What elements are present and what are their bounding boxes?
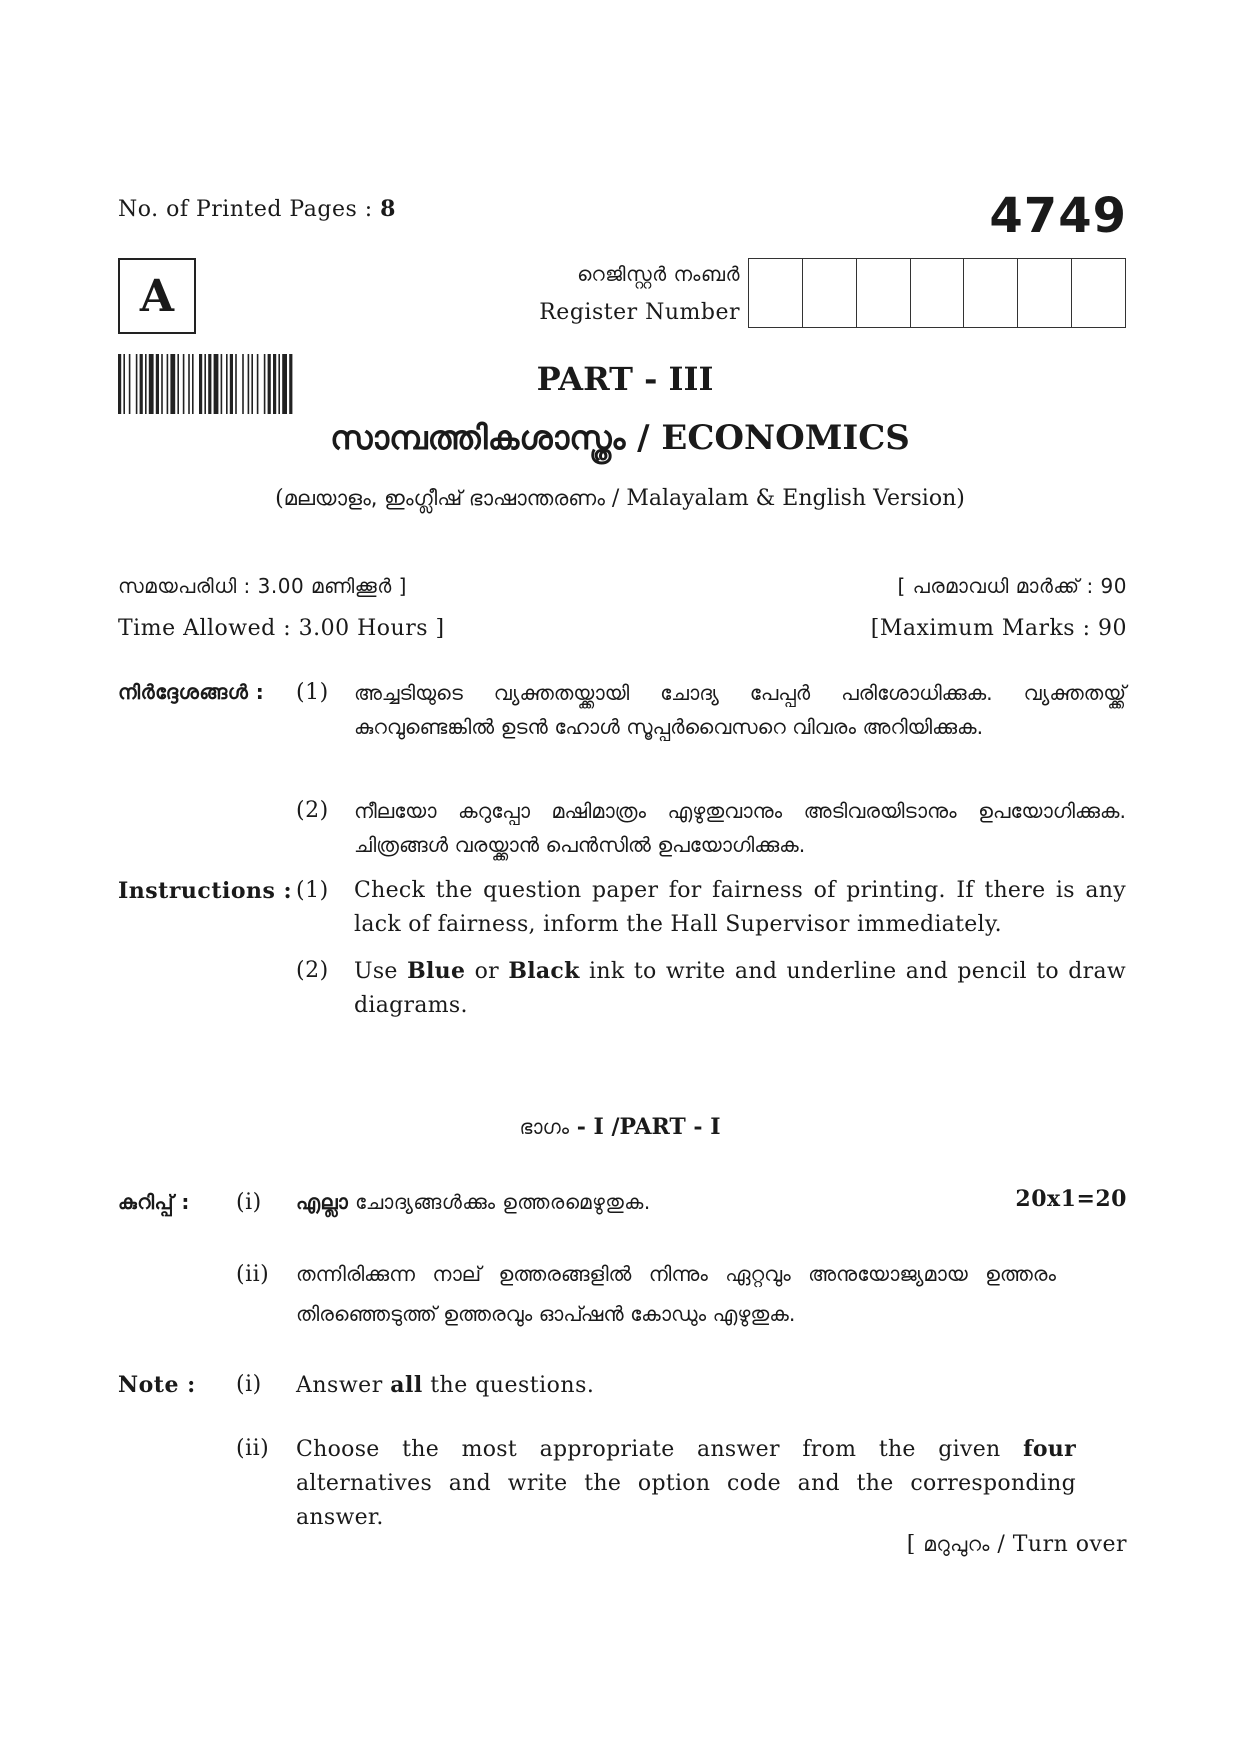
version-open: ( [275,486,284,511]
part-one-rest: - I /PART - I [569,1114,721,1140]
turn-over-en: / Turn over [989,1532,1127,1557]
register-digit-box[interactable] [1072,259,1125,327]
note-ml-text: തന്നിരിക്കുന്ന നാല് ഉത്തരങ്ങളിൽ നിന്നും ഏറ്റവും അനുയോജ്യമായ ഉത്തരം തിരഞ്ഞെടുത്ത് ഉത്തരവും ഓപ്ഷൻ കോഡും എഴുതുക. [296,1262,1056,1326]
printed-pages-line [118,196,396,222]
instruction-en-text [354,954,1126,1023]
version-en: / Malayalam & English Version) [604,486,965,511]
turn-over [907,1532,1127,1557]
subject-sep: / [625,418,662,458]
register-digit-box[interactable] [803,259,857,327]
register-digit-box[interactable] [911,259,965,327]
instructions-en-label: Instructions : [118,878,293,904]
bold-four: four [1023,1436,1076,1462]
printed-pages-value: 8 [380,196,396,222]
instruction-ml-number: (1) [296,680,329,705]
bold-all: all [390,1372,423,1398]
bold-black: Black [508,958,580,984]
part-heading: PART - III [536,360,714,398]
version-ml: മലയാളം, ഇംഗ്ലീഷ് ഭാഷാന്തരണം [283,486,605,510]
note-ml-number: (ii) [236,1262,270,1287]
text-span: or [465,959,509,984]
instruction-ml-text: അച്ചടിയുടെ വ്യക്തതയ്ക്കായി ചോദ്യ പേപ്പർ പരിശോധിക്കുക. വ്യക്തതയ്ക്ക് കുറവുണ്ടെങ്കിൽ ഉടൻ ഹോൾ സൂപ്പർവൈസറെ വിവരം അറിയിക്കുക. [354,681,1126,739]
instructions-ml-label: നിർദ്ദേശങ്ങൾ : [118,680,265,704]
note-en-number: (i) [236,1372,262,1397]
register-digit-box[interactable] [749,259,803,327]
bold-blue: Blue [407,958,466,984]
subject-en: ECONOMICS [661,418,910,458]
text-span: Answer [296,1373,391,1398]
instruction-en-text: Check the question paper for fairness of printing. If there is any lack of fairness, inform the Hall Supervisor immediately. [354,878,1126,937]
series-box: A [118,258,196,334]
text-span: ചോദ്യങ്ങൾക്കും ഉത്തരമെഴുതുക. [348,1190,651,1214]
paper-code: 4749 [989,188,1127,244]
text-span: Choose the most appropriate answer from the given [296,1437,1024,1462]
part-one-heading [0,1114,1240,1140]
note-ml-number: (i) [236,1190,262,1215]
register-digit-box[interactable] [857,259,911,327]
note-ml-label: കുറിപ്പ് : [118,1190,190,1214]
printed-pages-label: No. of Printed Pages : [118,197,381,222]
time-allowed-en: Time Allowed : 3.00 Hours ] [118,616,445,641]
note-en-text [296,1432,1076,1535]
version-line [0,486,1240,511]
time-allowed-ml: സമയപരിധി : 3.00 മണിക്കൂർ ] [118,574,407,598]
text-span: alternatives and write the option code and the corresponding answer. [296,1471,1076,1530]
instruction-en-number: (1) [296,878,329,903]
subject-title [0,418,1240,458]
instruction-ml-number: (2) [296,798,329,823]
turn-over-ml: മറുപുറം [923,1532,990,1556]
instruction-en-number: (2) [296,958,329,983]
register-label-ml: റെജിസ്റ്റർ നംബർ [577,262,740,286]
bold-all-ml: എല്ലാ [296,1190,349,1214]
subject-ml: സാമ്പത്തികശാസ്ത്രം [330,418,626,457]
max-marks-ml: [ പരമാവധി മാർക്ക് : 90 [897,574,1127,598]
max-marks-en: [Maximum Marks : 90 [870,616,1127,641]
note-en-text [296,1372,594,1398]
instruction-ml-text: നീലയോ കറുപ്പോ മഷിമാത്രം എഴുതുവാനും അടിവരയിടാനും ഉപയോഗിക്കുക. ചിത്രങ്ങൾ വരയ്ക്കാൻ പെൻസിൽ ഉപയോഗിക്കുക. [354,799,1126,857]
text-span: Use [354,959,408,984]
register-digit-box[interactable] [964,259,1018,327]
part-one-ml: ഭാഗം [519,1115,570,1139]
note-en-label: Note : [118,1372,196,1398]
bracket: [ [906,1532,924,1557]
register-number-boxes[interactable] [748,258,1126,328]
register-digit-box[interactable] [1018,259,1072,327]
note-ml-text [296,1190,651,1214]
register-label-en: Register Number [539,300,740,325]
text-span: the questions. [422,1373,595,1398]
text-span: ink to write and underline and pencil to draw diagrams. [354,959,1127,1018]
marks-scheme: 20x1=20 [1015,1186,1127,1212]
note-en-number: (ii) [236,1436,270,1461]
